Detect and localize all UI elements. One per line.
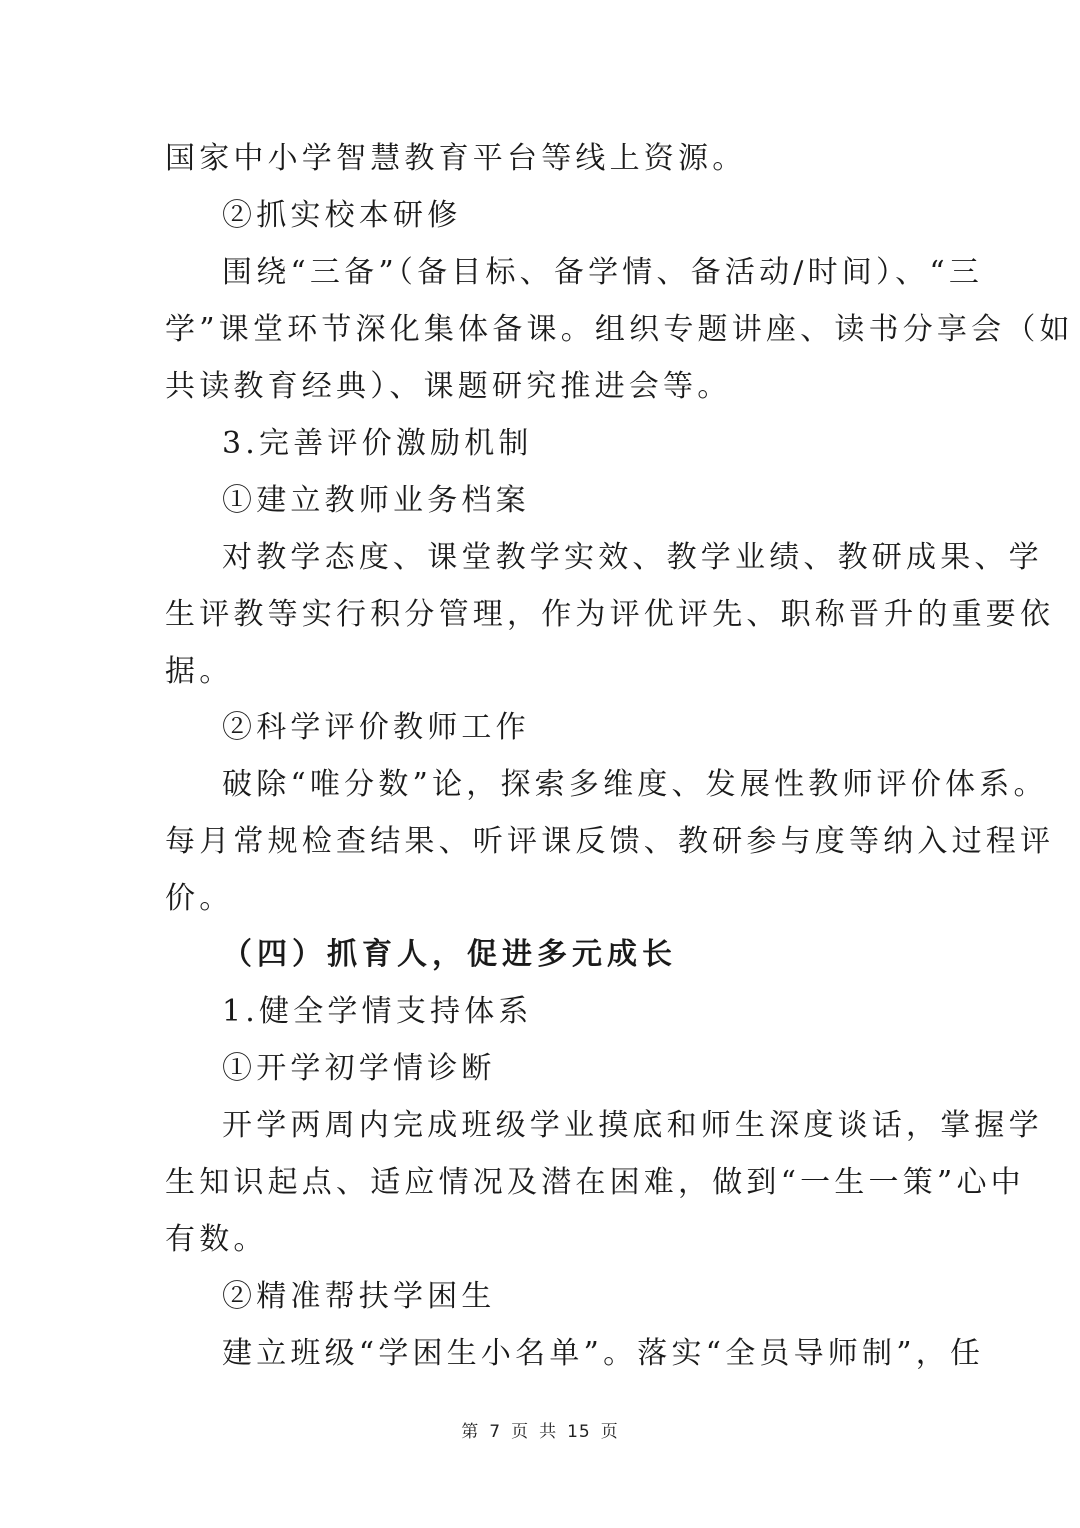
paragraph-line: 开学两周内完成班级学业摸底和师生深度谈话，掌握学 — [222, 1108, 1043, 1143]
paragraph-line: 破除“唯分数”论，探索多维度、发展性教师评价体系。 — [222, 767, 1048, 802]
paragraph-line: 有数。 — [165, 1222, 268, 1257]
page-footer — [0, 1420, 1080, 1444]
subheading: ②精准帮扶学困生 — [222, 1279, 496, 1314]
section-heading: 1.健全学情支持体系 — [222, 994, 533, 1029]
paragraph-line: 建立班级“学困生小名单”。落实“全员导师制”，任 — [222, 1336, 985, 1371]
paragraph-line: 共读教育经典）、课题研究推进会等。 — [165, 369, 732, 404]
subheading: ②科学评价教师工作 — [222, 710, 530, 745]
paragraph-line: 据。 — [165, 654, 234, 689]
chapter-heading: （四）抓育人，促进多元成长 — [222, 937, 677, 972]
paragraph-line: 国家中小学智慧教育平台等线上资源。 — [165, 141, 747, 176]
paragraph-line: 价。 — [165, 881, 234, 916]
footer-gong: 共 — [539, 1422, 558, 1442]
footer-di: 第 — [461, 1422, 480, 1442]
paragraph-line: 生知识起点、适应情况及潜在困难，做到“一生一策”心中 — [165, 1165, 1025, 1200]
footer-ye: 页 — [511, 1422, 530, 1442]
subheading: ①建立教师业务档案 — [222, 483, 530, 518]
footer-total-pages: 15 — [567, 1422, 591, 1442]
subheading: ②抓实校本研修 — [222, 198, 462, 233]
paragraph-line: 每月常规检查结果、听评课反馈、教研参与度等纳入过程评 — [165, 824, 1055, 859]
paragraph-line: 学”课堂环节深化集体备课。组织专题讲座、读书分享会（如 — [165, 312, 1074, 347]
section-heading: 3.完善评价激励机制 — [222, 426, 533, 461]
paragraph-line: 生评教等实行积分管理，作为评优评先、职称晋升的重要依 — [165, 597, 1055, 632]
subheading: ①开学初学情诊断 — [222, 1051, 496, 1086]
footer-ye: 页 — [600, 1422, 619, 1442]
paragraph-line: 对教学态度、课堂教学实效、教学业绩、教研成果、学 — [222, 540, 1043, 575]
footer-page-number: 7 — [489, 1422, 502, 1442]
paragraph-line: 围绕“三备”（备目标、备学情、备活动/时间）、“三 — [222, 255, 984, 290]
